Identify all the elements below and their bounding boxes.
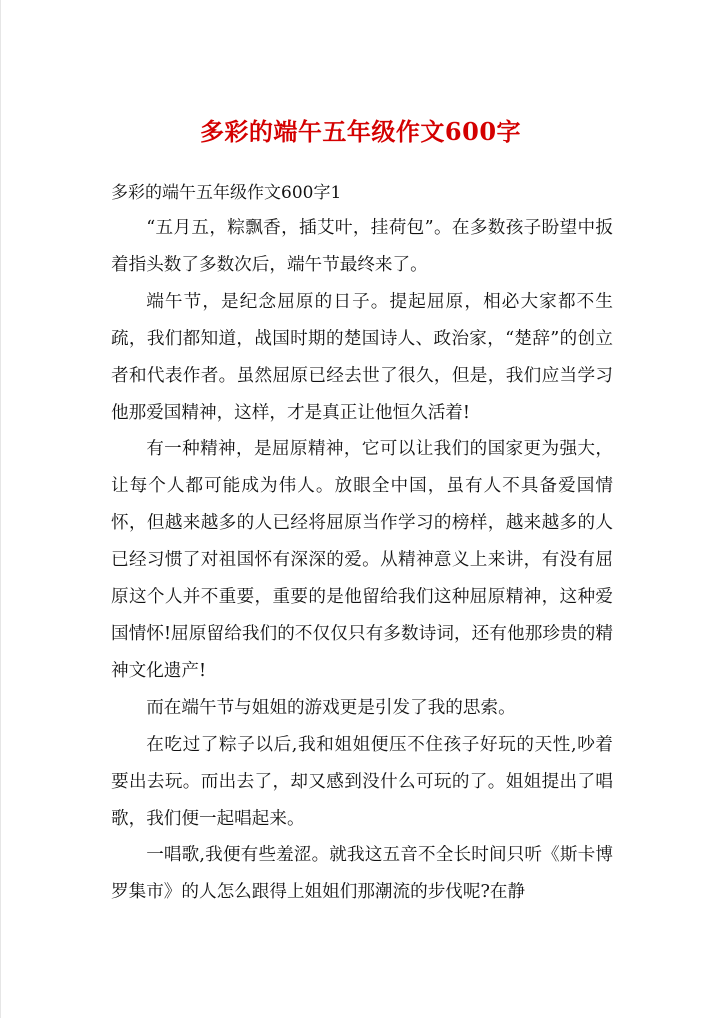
- paragraph: 在吃过了粽子以后,我和姐姐便压不住孩子好玩的天性,吵着要出去玩。而出去了，却又感到没什么可玩的了。姐姐提出了唱歌，我们便一起唱起来。: [111, 734, 613, 829]
- paragraph: 一唱歌,我便有些羞涩。就我这五音不全长时间只听《斯卡博罗集市》的人怎么跟得上姐姐们那潮流的步伐呢?在静: [111, 845, 613, 903]
- document-subtitle: 多彩的端午五年级作文600字1: [111, 183, 342, 203]
- document-body: [111, 210, 613, 911]
- paragraph: 有一种精神，是屈原精神，它可以让我们的国家更为强大，让每个人都可能成为伟人。放眼全中国，虽有人不具备爱国情怀，但越来越多的人已经将屈原当作学习的榜样，越来越多的人已经习惯了对祖国怀有深深的爱。从精神意义上来讲，有没有屈原这个人并不重要，重要的是他留给我们这种屈原精神，这种爱国情怀!屈原留给我们的不仅仅只有多数诗词，还有他那珍贵的精神文化遗产!: [111, 439, 613, 681]
- document-title: 多彩的端午五年级作文600字: [199, 117, 522, 146]
- paragraph: 而在端午节与姐姐的游戏更是引发了我的思索。: [146, 697, 516, 718]
- paragraph: 端午节，是纪念屈原的日子。提起屈原，相必大家都不生疏，我们都知道，战国时期的楚国诗人、政治家，“楚辞”的创立者和代表作者。虽然屈原已经去世了很久，但是，我们应当学习他那爱国精神，这样，才是真正让他恒久活着!: [111, 291, 613, 423]
- paragraph: “五月五，粽飘香，插艾叶，挂荷包”。在多数孩子盼望中扳着指头数了多数次后，端午节最终来了。: [111, 218, 613, 275]
